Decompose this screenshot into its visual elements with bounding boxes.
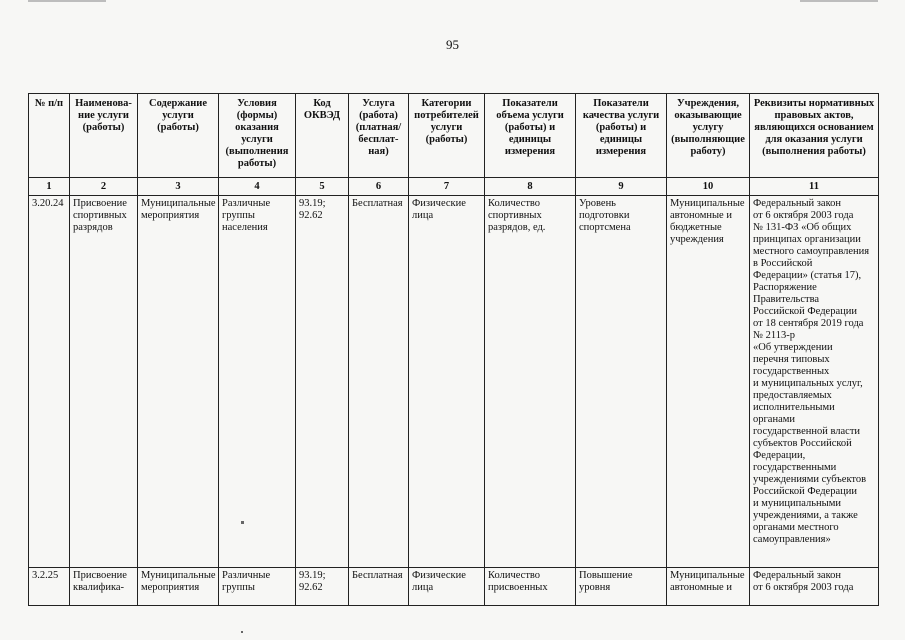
scan-edge-left <box>28 0 106 2</box>
legal-line: от 6 октября 2003 года <box>753 210 854 221</box>
header-cell: Реквизиты нормативных правовых актов, являющихся основанием для оказания услуги (выполнения работы) <box>750 94 879 178</box>
scan-speck <box>241 521 244 524</box>
legal-line: предоставляемых <box>753 390 832 401</box>
legal-line: № 131-ФЗ «Об общих <box>753 222 852 233</box>
header-cell: № п/п <box>29 94 70 178</box>
column-number: 11 <box>750 178 879 196</box>
header-cell: Условия (формы) оказания услуги (выполнения работы) <box>219 94 296 178</box>
legal-line: Федеральный закон <box>753 198 842 209</box>
legal-line: Распоряжение <box>753 282 817 293</box>
volume-indicator: Количество присвоенных <box>485 568 576 606</box>
legal-line: учреждениями, а также <box>753 510 858 521</box>
institutions: Муниципальные автономные и <box>667 568 750 606</box>
column-number: 6 <box>349 178 409 196</box>
legal-line: государственных <box>753 366 830 377</box>
column-number: 1 <box>29 178 70 196</box>
institutions: Муниципальные автономные и бюджетные учреждения <box>667 196 750 568</box>
quality-indicator: Уровень подготовки спортсмена <box>576 196 667 568</box>
header-cell: Категории потребителей услуги (работы) <box>409 94 485 178</box>
legal-line: от 18 сентября 2019 года <box>753 318 864 329</box>
header-cell: Учреждения, оказывающие услугу (выполняющие работу) <box>667 94 750 178</box>
legal-line: государственными <box>753 462 837 473</box>
legal-line: субъектов Российской <box>753 438 852 449</box>
header-cell: Наименова-ние услуги (работы) <box>70 94 138 178</box>
legal-line: перечня типовых <box>753 354 830 365</box>
column-number: 7 <box>409 178 485 196</box>
legal-line: государственной власти <box>753 426 861 437</box>
column-number: 5 <box>296 178 349 196</box>
legal-line: органами <box>753 414 796 425</box>
services-table <box>28 93 879 606</box>
legal-line: «Об утверждении <box>753 342 833 353</box>
scan-speck <box>241 631 243 633</box>
legal-line: № 2113-р <box>753 330 795 341</box>
okved-code: 93.19; 92.62 <box>296 196 349 568</box>
service-conditions: Различные группы <box>219 568 296 606</box>
legal-line: исполнительными <box>753 402 835 413</box>
legal-line: учреждениями субъектов <box>753 474 867 485</box>
quality-indicator: Повышение уровня <box>576 568 667 606</box>
service-name: Присвоение спортивных разрядов <box>70 196 138 568</box>
column-number: 8 <box>485 178 576 196</box>
table-row <box>29 568 879 606</box>
header-cell: Содержание услуги (работы) <box>138 94 219 178</box>
column-number-row <box>29 178 879 196</box>
legal-line: Федеральный закон <box>753 570 842 581</box>
column-number: 10 <box>667 178 750 196</box>
header-cell: Код ОКВЭД <box>296 94 349 178</box>
legal-acts <box>750 196 879 568</box>
header-cell: Услуга (работа) (платная/ бесплат-ная) <box>349 94 409 178</box>
legal-line: Российской Федерации <box>753 306 857 317</box>
row-number: 3.2.25 <box>29 568 70 606</box>
column-number: 4 <box>219 178 296 196</box>
volume-indicator: Количество спортивных разрядов, ед. <box>485 196 576 568</box>
service-conditions: Различные группы населения <box>219 196 296 568</box>
legal-line: самоуправления» <box>753 534 831 545</box>
legal-line: принципах организации <box>753 234 861 245</box>
paid-status: Бесплатная <box>349 568 409 606</box>
column-number: 9 <box>576 178 667 196</box>
column-number: 2 <box>70 178 138 196</box>
legal-line: Федерации» (статья 17), <box>753 270 862 281</box>
legal-line: и муниципальными <box>753 498 841 509</box>
row-number: 3.20.24 <box>29 196 70 568</box>
legal-acts <box>750 568 879 606</box>
header-row <box>29 94 879 178</box>
paid-status: Бесплатная <box>349 196 409 568</box>
header-cell: Показатели качества услуги (работы) и единицы измерения <box>576 94 667 178</box>
service-name: Присвоение квалифика- <box>70 568 138 606</box>
table-row <box>29 196 879 568</box>
legal-line: в Российской <box>753 258 813 269</box>
service-content: Муниципальные мероприятия <box>138 196 219 568</box>
legal-line: Федерации, <box>753 450 806 461</box>
legal-line: от 6 октября 2003 года <box>753 582 854 593</box>
header-cell: Показатели объема услуги (работы) и единицы измерения <box>485 94 576 178</box>
consumer-category: Физические лица <box>409 568 485 606</box>
consumer-category: Физические лица <box>409 196 485 568</box>
legal-line: и муниципальных услуг, <box>753 378 863 389</box>
column-number: 3 <box>138 178 219 196</box>
legal-line: органами местного <box>753 522 839 533</box>
okved-code: 93.19; 92.62 <box>296 568 349 606</box>
legal-line: Российской Федерации <box>753 486 857 497</box>
legal-line: местного самоуправления <box>753 246 870 257</box>
legal-line: Правительства <box>753 294 820 305</box>
scan-edge-right <box>800 0 878 2</box>
service-content: Муниципальные мероприятия <box>138 568 219 606</box>
page-number: 95 <box>446 37 459 52</box>
